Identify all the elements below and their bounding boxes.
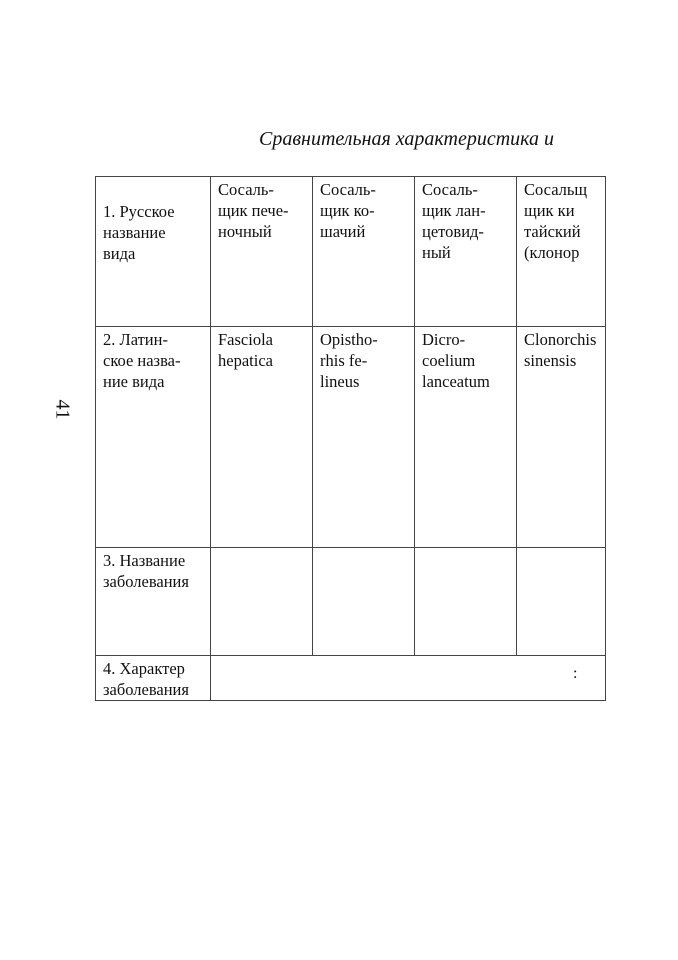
row-header: 2. Латин- ское назва- ние вида xyxy=(96,327,211,548)
table-row xyxy=(96,327,606,548)
table-cell: Сосаль- щик лан- цетовид- ный xyxy=(415,177,517,327)
table-cell: Clonorchis sinensis xyxy=(517,327,606,548)
table-cell xyxy=(517,548,606,656)
page-number: 41 xyxy=(51,399,74,420)
comparison-table xyxy=(95,176,597,706)
table-cell: Сосаль- щик ко- шачий xyxy=(313,177,415,327)
table-row xyxy=(96,656,606,701)
table-cell: Сосальщ щик ки тайский (клонор xyxy=(517,177,606,327)
table-row xyxy=(96,548,606,656)
table-cell xyxy=(415,548,517,656)
row-header: 4. Характер заболевания xyxy=(96,656,211,701)
table-cell: Сосаль- щик пече- ночный xyxy=(211,177,313,327)
row-header: 1. Русское название вида xyxy=(96,177,211,327)
table-row xyxy=(96,177,606,327)
table-cell xyxy=(211,548,313,656)
row-header: 3. Название заболевания xyxy=(96,548,211,656)
merged-cell xyxy=(211,656,606,701)
table-cell: Dicro- coelium lanceatum xyxy=(415,327,517,548)
page-title: Сравнительная характеристика и xyxy=(259,128,555,150)
merged-cell-mark: : xyxy=(573,665,578,682)
table-cell: Opistho- rhis fe- lineus xyxy=(313,327,415,548)
table-cell: Fasciola hepatica xyxy=(211,327,313,548)
table-cell xyxy=(313,548,415,656)
